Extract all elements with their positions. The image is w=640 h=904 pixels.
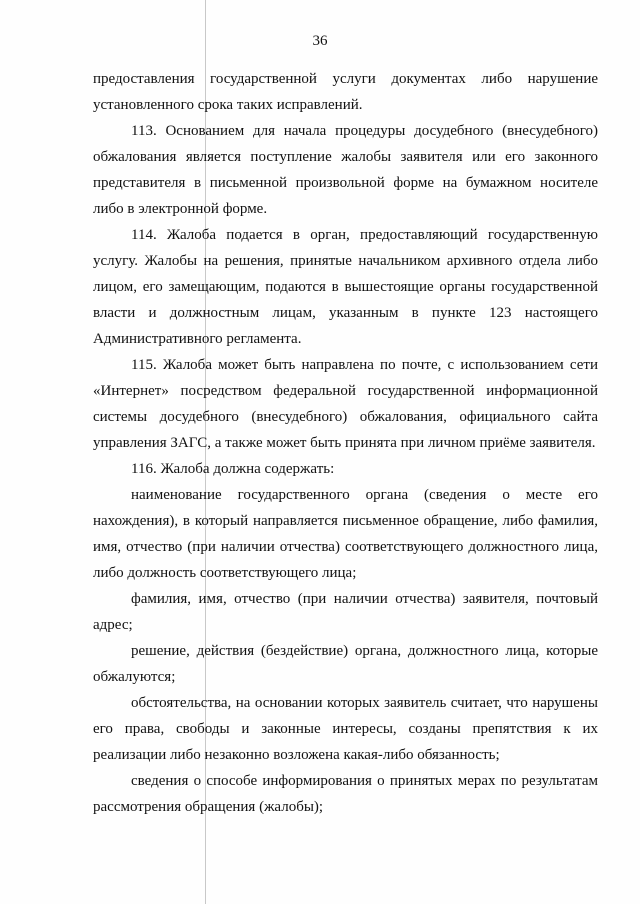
paragraph-114: 114. Жалоба подается в орган, предоставляющий государственную услугу. Жалобы на решения, принятые начальником архивного отдела либо лицом, его замещающим, подаются в вышестоящие органы государственной власти и должностным лицам, указанным в пункте 123 настоящего Административного регламента. — [93, 227, 598, 347]
list-item-circumstances: обстоятельства, на основании которых заявитель считает, что нарушены его права, свободы и законные интересы, созданы препятствия к их реализации либо незаконно возложена какая-либо обязанность; — [93, 695, 598, 763]
list-item-applicant-name: фамилия, имя, отчество (при наличии отчества) заявителя, почтовый адрес; — [93, 591, 598, 633]
list-item-notification: сведения о способе информирования о принятых мерах по результатам рассмотрения обращения (жалобы); — [93, 773, 598, 815]
page-number: 36 — [312, 33, 328, 49]
paragraph-113: 113. Основанием для начала процедуры досудебного (внесудебного) обжалования является поступление жалобы заявителя или его законного представителя в письменной произвольной форме на бумажном носителе либо в электронной форме. — [93, 123, 598, 217]
paragraph-116: 116. Жалоба должна содержать: — [131, 461, 335, 477]
document-body — [93, 66, 598, 820]
paragraph-continuation: предоставления государственной услуги документах либо нарушение установленного срока таких исправлений. — [93, 71, 598, 113]
list-item-decision: решение, действия (бездействие) органа, должностного лица, которые обжалуются; — [93, 643, 598, 685]
paragraph-115: 115. Жалоба может быть направлена по почте, с использованием сети «Интернет» посредством федеральной государственной информационной системы досудебного (внесудебного) обжалования, официального сайта управления ЗАГС, а также может быть принята при личном приёме заявителя. — [93, 357, 598, 451]
list-item-authority: наименование государственного органа (сведения о месте его нахождения), в который направляется письменное обращение, либо фамилия, имя, отчество (при наличии отчества) соответствующего должностного лица, либо должность соответствующего лица; — [93, 487, 598, 581]
